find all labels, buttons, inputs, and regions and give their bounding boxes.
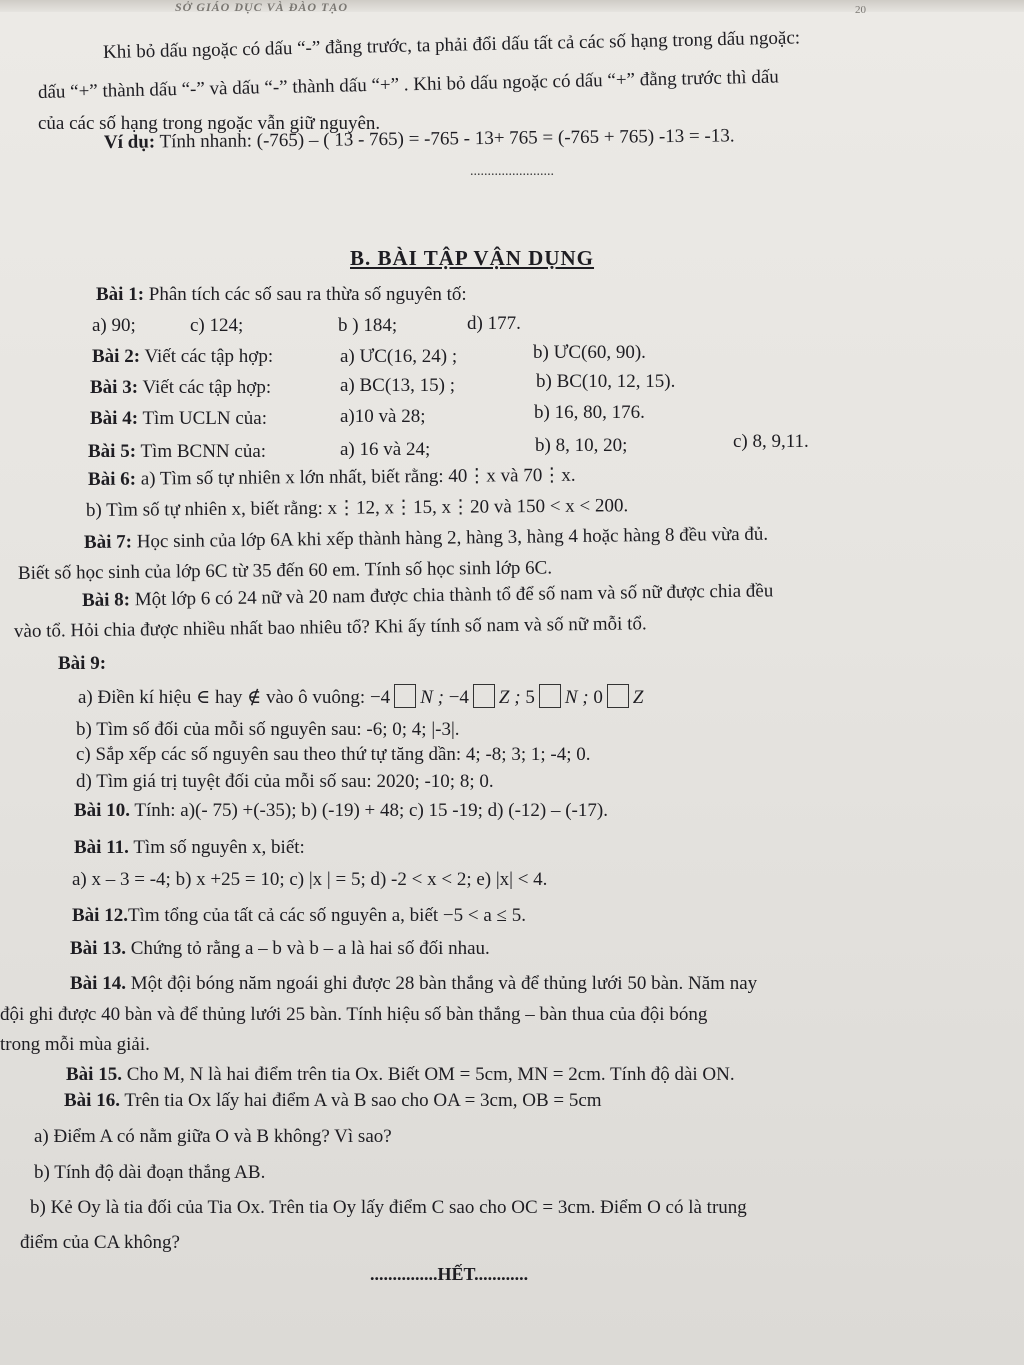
exercise-9-a-2-set: Z ; bbox=[498, 687, 526, 708]
exercise-11-text: Tìm số nguyên x, biết: bbox=[128, 837, 305, 858]
footer-end: ...............HẾT............ bbox=[370, 1264, 529, 1284]
exercise-6-a bbox=[88, 465, 576, 491]
exercise-4-text: Tìm UCLN của: bbox=[138, 408, 267, 429]
exercise-4-label: Bài 4: bbox=[90, 408, 139, 429]
exercise-2-a: a) ƯC(16, 24) ; bbox=[340, 346, 458, 367]
exercise-9-d: d) Tìm giá trị tuyệt đối của mỗi số sau: 2020; -10; 8; 0. bbox=[76, 771, 494, 792]
exercise-16-c-line-2: điểm của CA không? bbox=[20, 1232, 180, 1253]
exercise-2-b: b) ƯC(60, 90). bbox=[533, 342, 646, 363]
exercise-1-d: d) 177. bbox=[467, 313, 521, 334]
exercise-12-text: Tìm tổng của tất cả các số nguyên a, biết −5 < a ≤ 5. bbox=[127, 905, 526, 926]
exercise-16-a: a) Điểm A có nằm giữa O và B không? Vì sao? bbox=[34, 1126, 392, 1147]
exercise-11-items: a) x – 3 = -4; b) x +25 = 10; c) |x | = 5; d) -2 < x < 2; e) |x| < 4. bbox=[72, 869, 548, 890]
exercise-13 bbox=[70, 938, 490, 960]
exercise-5-b: b) 8, 10, 20; bbox=[535, 435, 628, 456]
exercise-5-c: c) 8, 9,11. bbox=[733, 431, 809, 452]
example-label: Ví dụ: bbox=[103, 131, 156, 153]
exercise-9-a-3: 5 bbox=[525, 687, 535, 708]
exercise-13-label: Bài 13. bbox=[70, 938, 126, 959]
exercise-16-b: b) Tính độ dài đoạn thắng AB. bbox=[34, 1162, 266, 1183]
exercise-8-label: Bài 8: bbox=[81, 589, 131, 611]
faint-header: SỞ GIÁO DỤC VÀ ĐÀO TẠO bbox=[175, 0, 349, 14]
exercise-1-c: c) 124; bbox=[190, 315, 244, 336]
exercise-2-label: Bài 2: bbox=[92, 346, 141, 367]
exercise-10-label: Bài 10. bbox=[74, 800, 130, 821]
answer-box-4[interactable] bbox=[607, 684, 629, 708]
intro-line-3: của các số hạng trong ngoặc vẫn giữ nguyên. bbox=[38, 113, 381, 134]
exercise-16-text: Trên tia Ox lấy hai điểm A và B sao cho OA = 3cm, OB = 5cm bbox=[119, 1090, 602, 1111]
answer-box-1[interactable] bbox=[394, 684, 416, 708]
exercise-9-a-2: −4 bbox=[448, 687, 469, 708]
exercise-9-b: b) Tìm số đối của mỗi số nguyên sau: -6; 0; 4; |-3|. bbox=[76, 719, 460, 740]
exercise-1-b: b ) 184; bbox=[338, 315, 398, 336]
exercise-3-text: Viết các tập hợp: bbox=[138, 377, 272, 398]
intro-separator: ........................ bbox=[470, 164, 554, 179]
exercise-4-b: b) 16, 80, 176. bbox=[534, 402, 645, 423]
exercise-14-line-3: trong mỗi mùa giải. bbox=[0, 1034, 150, 1055]
corner-number: 20 bbox=[855, 4, 866, 16]
exercise-5 bbox=[88, 441, 266, 463]
exercise-12-label: Bài 12. bbox=[72, 905, 128, 926]
exercise-9-label: Bài 9: bbox=[58, 653, 107, 674]
exercise-2-text: Viết các tập hợp: bbox=[140, 346, 274, 367]
exercise-15-label: Bài 15. bbox=[66, 1064, 122, 1085]
exercise-1 bbox=[96, 284, 467, 306]
exercise-16-c-line-1: b) Kẻ Oy là tia đối của Tia Ox. Trên tia Oy lấy điểm C sao cho OC = 3cm. Điểm O có là trung bbox=[30, 1197, 747, 1218]
exercise-9-a-4: 0 bbox=[593, 687, 603, 708]
exercise-14-line-2: đội ghi được 40 bàn và để thủng lưới 25 bàn. Tính hiệu số bàn thắng – bàn thua của đội bóng bbox=[0, 1004, 708, 1025]
exercise-9-a bbox=[78, 684, 643, 709]
exercise-7-line-2: Biết số học sinh của lớp 6C từ 35 đến 60 em. Tính số học sinh lớp 6C. bbox=[17, 557, 553, 584]
exercise-14-text-1: Một đội bóng năm ngoái ghi được 28 bàn thắng và để thủng lưới 50 bàn. Năm nay bbox=[125, 973, 758, 994]
exercise-6-label: Bài 6: bbox=[87, 468, 137, 490]
exercise-16 bbox=[64, 1090, 602, 1112]
exercise-5-a: a) 16 và 24; bbox=[340, 439, 431, 460]
exercise-15-text: Cho M, N là hai điểm trên tia Ox. Biết OM = 5cm, MN = 2cm. Tính độ dài ON. bbox=[121, 1064, 735, 1085]
exercise-1-label: Bài 1: bbox=[96, 284, 145, 305]
exercise-8-text-1: Một lớp 6 có 24 nữ và 20 nam được chia thành tổ để số nam và số nữ được chia đều bbox=[129, 580, 774, 611]
exercise-5-label: Bài 5: bbox=[88, 441, 137, 462]
exercise-9-a-4-set: Z bbox=[632, 687, 644, 708]
section-title: B. BÀI TẬP VẬN DỤNG bbox=[350, 246, 595, 270]
exercise-9-a-text: a) Điền kí hiệu ∈ hay ∉ vào ô vuông: bbox=[78, 687, 370, 708]
exercise-9-a-1-set: N ; bbox=[420, 687, 449, 708]
intro-line-1: Khi bỏ dấu ngoặc có dấu “-” đằng trước, ta phải đổi dấu tất cả các số hạng trong dấu ngoặc: bbox=[102, 27, 801, 63]
exercise-3-a: a) BC(13, 15) ; bbox=[340, 375, 456, 396]
exercise-9-a-1: −4 bbox=[369, 687, 391, 708]
exercise-6-a-text: a) Tìm số tự nhiên x lớn nhất, biết rằng: 40⋮x và 70⋮x. bbox=[135, 464, 576, 490]
exercise-14-line-1 bbox=[70, 973, 757, 995]
exercise-9-a-3-set: N ; bbox=[564, 687, 594, 708]
exercise-8-line-2: vào tổ. Hỏi chia được nhiều nhất bao nhiêu tổ? Khi ấy tính số nam và số nữ mỗi tổ. bbox=[13, 613, 647, 642]
exercise-1-a: a) 90; bbox=[92, 315, 136, 336]
exercise-4 bbox=[90, 408, 267, 430]
answer-box-3[interactable] bbox=[539, 684, 561, 708]
answer-box-2[interactable] bbox=[473, 684, 495, 708]
exercise-8-line-1 bbox=[82, 580, 774, 612]
exercise-7-line-1 bbox=[84, 524, 768, 554]
exercise-12 bbox=[72, 905, 526, 927]
exercise-10 bbox=[74, 800, 608, 822]
exercise-1-text: Phân tích các số sau ra thừa số nguyên tố: bbox=[144, 284, 467, 305]
page-top-shadow bbox=[0, 0, 1024, 12]
exercise-11-label: Bài 11. bbox=[74, 837, 129, 858]
exercise-5-text: Tìm BCNN của: bbox=[136, 441, 267, 462]
intro-line-2: dấu “+” thành dấu “-” và dấu “-” thành dấu “+” . Khi bỏ dấu ngoặc có dấu “+” đằng trước thì dấu bbox=[37, 66, 780, 103]
exercise-15 bbox=[66, 1064, 735, 1086]
exercise-9-c: c) Sắp xếp các số nguyên sau theo thứ tự tăng dần: 4; -8; 3; 1; -4; 0. bbox=[76, 744, 591, 765]
exercise-7-text-1: Học sinh của lớp 6A khi xếp thành hàng 2, hàng 3, hàng 4 hoặc hàng 8 đều vừa đủ. bbox=[131, 523, 769, 553]
example-text: Tính nhanh: (-765) – ( 13 - 765) = -765 - 13+ 765 = (-765 + 765) -13 = -13. bbox=[155, 125, 735, 153]
exercise-13-text: Chứng tỏ rằng a – b và b – a là hai số đối nhau. bbox=[125, 938, 490, 959]
exercise-3-label: Bài 3: bbox=[90, 377, 139, 398]
exercise-6-b: b) Tìm số tự nhiên x, biết rằng: x⋮12, x⋮15, x⋮20 và 150 < x < 200. bbox=[85, 495, 629, 521]
exercise-4-a: a)10 và 28; bbox=[340, 406, 426, 427]
exercise-7-label: Bài 7: bbox=[83, 531, 133, 553]
exercise-3-b: b) BC(10, 12, 15). bbox=[536, 371, 676, 392]
exercise-14-label: Bài 14. bbox=[70, 973, 126, 994]
exercise-16-label: Bài 16. bbox=[64, 1090, 120, 1111]
exercise-11 bbox=[74, 837, 305, 859]
exercise-2 bbox=[92, 346, 273, 368]
exercise-3 bbox=[90, 377, 271, 399]
exercise-10-text: Tính: a)(- 75) +(-35); b) (-19) + 48; c) 15 -19; d) (-12) – (-17). bbox=[129, 800, 608, 821]
